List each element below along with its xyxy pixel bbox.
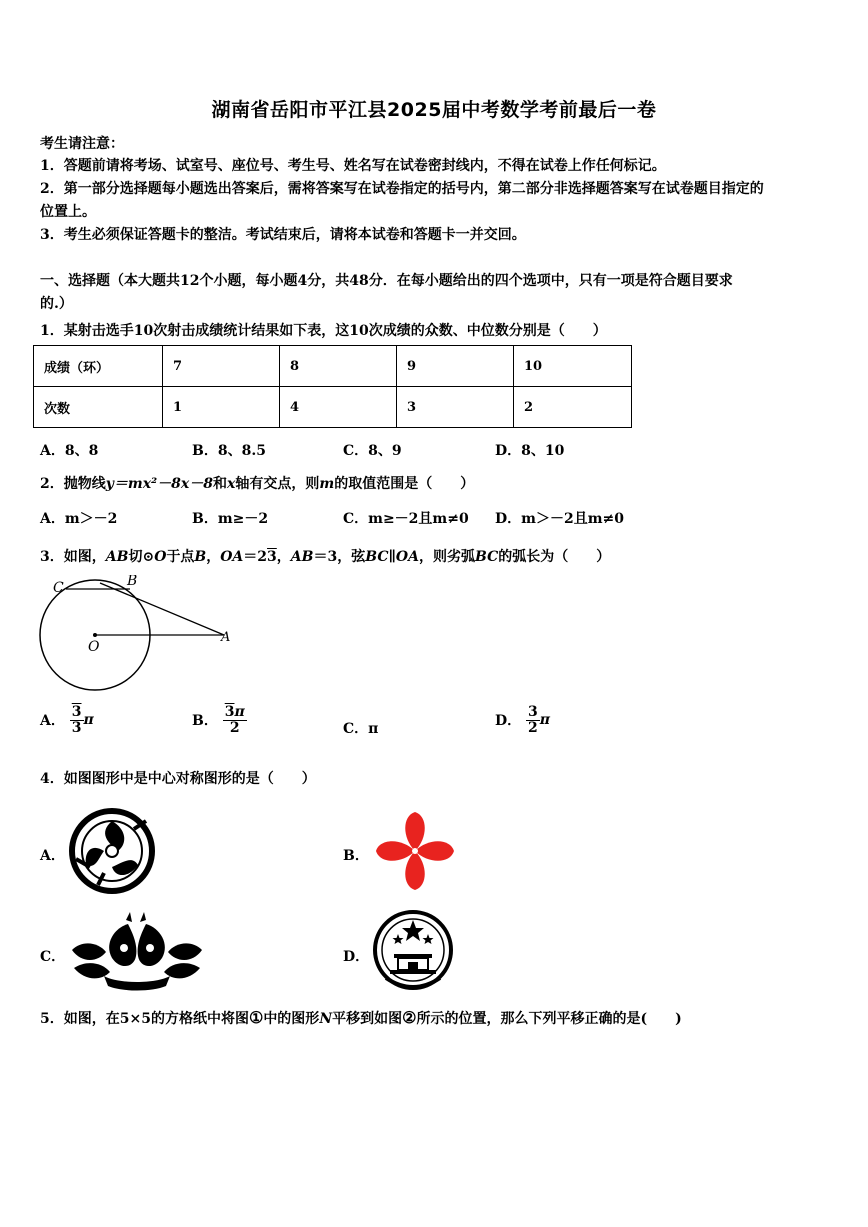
- q4-option-c-label: C．: [40, 949, 66, 965]
- table-row: [34, 346, 632, 387]
- table-cell: 1: [163, 387, 280, 428]
- q5-circled-1: ①: [248, 1008, 264, 1027]
- q3-option-a-fraction: [70, 705, 84, 735]
- q4-stem: 4．如图图形中是中心对称图形的是（ ）: [40, 771, 316, 787]
- table-cell: 8: [280, 346, 397, 387]
- q2-option-b: B．m≥－2: [192, 511, 269, 527]
- notice-item-2: 2．第一部分选择题每小题选出答案后，需将答案写在试卷指定的括号内，第二部分非选择题答案写在试卷题目指定的: [40, 181, 764, 197]
- q3-option-b: [192, 705, 247, 735]
- q3-option-d-fraction: [526, 705, 540, 735]
- label-a: A: [221, 630, 231, 645]
- page-title: 湖南省岳阳市平江县2025届中考数学考前最后一卷: [211, 99, 657, 121]
- q3-segment: OA: [395, 549, 419, 565]
- pi-symbol: π: [234, 704, 245, 720]
- q3-stem-text: ∥: [388, 549, 396, 565]
- q5-stem: [40, 1008, 682, 1028]
- q1-option-a: A．8、8: [40, 443, 99, 459]
- q1-option-c: C．8、9: [343, 443, 402, 459]
- q3-option-b-fraction: [223, 705, 247, 735]
- q2-stem-text: 2．抛物线: [40, 476, 106, 492]
- notice-item-2-cont: 位置上。: [40, 204, 96, 220]
- q2-stem-text: 轴有交点，则: [235, 476, 320, 492]
- table-cell: 3: [397, 387, 514, 428]
- table-row: [34, 387, 632, 428]
- pi-symbol: π: [539, 712, 551, 729]
- q5-figure-n: N: [319, 1011, 333, 1027]
- q3-option-label: B．: [192, 713, 218, 730]
- q3-stem-text: 的弧长为（ ）: [498, 549, 611, 565]
- q3-option-c: C．π: [343, 721, 379, 737]
- q1-option-d: D．8、10: [495, 443, 565, 459]
- q3-option-label: A．: [40, 713, 65, 730]
- q3-segment: AB: [105, 549, 129, 565]
- q4-option-b-label: B．: [343, 848, 369, 864]
- label-b: B: [127, 575, 138, 589]
- q3-stem-text: ＝3，弦: [313, 549, 366, 565]
- q2-stem: [40, 473, 474, 493]
- q5-stem-text: 平移到如图: [332, 1011, 403, 1027]
- fraction-denominator: 2: [229, 719, 240, 736]
- q2-option-d: D．m＞－2且m≠0: [495, 511, 624, 527]
- q3-segment: BC: [365, 549, 389, 565]
- q2-stem-text: 的取值范围是（ ）: [334, 476, 475, 492]
- q1-option-b: B．8、8.5: [192, 443, 266, 459]
- q3-stem-text: ，: [206, 549, 221, 565]
- q5-stem-text: 5．如图，在5×5的方格纸中将图: [40, 1011, 249, 1027]
- q1-stem: 1．某射击选手10次射击成绩统计结果如下表，这10次成绩的众数、中位数分别是（ ）: [40, 323, 607, 339]
- q2-option-c: C．m≥－2且m≠0: [343, 511, 469, 527]
- q3-point: B: [194, 549, 207, 565]
- q5-stem-text: 中的图形: [263, 1011, 320, 1027]
- q2-stem-text: 和: [213, 476, 228, 492]
- table-cell: 9: [397, 346, 514, 387]
- q3-stem-text: ＝2: [243, 549, 268, 565]
- q2-variable-x: x: [227, 476, 236, 492]
- q3-stem-text: 切⊙: [128, 549, 155, 565]
- q2-variable-m: m: [319, 476, 335, 492]
- table-cell: 2: [514, 387, 632, 428]
- q3-stem-text: ，则劣弧: [418, 549, 475, 565]
- q3-option-label: D．: [495, 713, 522, 730]
- fraction-denominator: 2: [528, 719, 538, 736]
- notice-item-3: 3．考生必须保证答题卡的整洁。考试结束后，请将本试卷和答题卡一并交回。: [40, 227, 526, 243]
- q3-point: O: [154, 549, 167, 565]
- q3-segment: AB: [290, 549, 314, 565]
- q3-option-a: [40, 705, 94, 735]
- section-heading-line2: 的.）: [40, 296, 73, 312]
- q3-segment: BC: [474, 549, 499, 565]
- q4-option-a-emblem-image: [68, 807, 156, 895]
- q4-option-a-label: A．: [40, 848, 65, 864]
- q1-score-table: [33, 345, 632, 428]
- q3-segment: OA: [220, 549, 244, 565]
- q5-circled-2: ②: [402, 1008, 417, 1027]
- q3-sqrt: 3: [267, 549, 277, 565]
- fraction-numerator: 3: [224, 704, 235, 720]
- table-cell: 10: [514, 346, 632, 387]
- label-c: C: [53, 580, 64, 596]
- fraction-numerator: 3: [528, 704, 538, 720]
- table-cell: 次数: [34, 387, 163, 428]
- q3-stem-text: 3．如图，: [40, 549, 106, 565]
- q5-stem-text: 所示的位置，那么下列平移正确的是( ): [416, 1011, 682, 1027]
- pi-symbol: π: [83, 712, 94, 729]
- fraction-denominator: 3: [71, 719, 82, 736]
- q4-option-b-petal-image: [372, 808, 458, 894]
- notice-heading: 考生请注意：: [40, 136, 124, 152]
- q4-option-d-label: D．: [343, 949, 370, 965]
- table-cell: 7: [163, 346, 280, 387]
- q3-stem-text: ，: [276, 549, 291, 565]
- label-o: O: [88, 639, 100, 655]
- q3-stem-text: 于点: [166, 549, 195, 565]
- q4-option-c-birds-image: [68, 910, 206, 992]
- q4-option-d-national-emblem-image: [370, 906, 456, 996]
- q2-option-a: A．m＞－2: [40, 511, 118, 527]
- q3-option-d: [495, 705, 550, 735]
- table-cell: 成绩（环）: [34, 346, 163, 387]
- q2-equation: y＝mx²－8x－8: [105, 476, 214, 492]
- q3-stem: [40, 546, 610, 566]
- q3-circle-tangent-figure: [38, 575, 238, 695]
- fraction-numerator: 3: [71, 704, 82, 720]
- table-cell: 4: [280, 387, 397, 428]
- section-heading-line1: 一、选择题（本大题共12个小题，每小题4分，共48分．在每小题给出的四个选项中，只有一项是符合题目要求: [40, 273, 733, 289]
- notice-item-1: 1．答题前请将考场、试室号、座位号、考生号、姓名写在试卷密封线内，不得在试卷上作任何标记。: [40, 158, 666, 174]
